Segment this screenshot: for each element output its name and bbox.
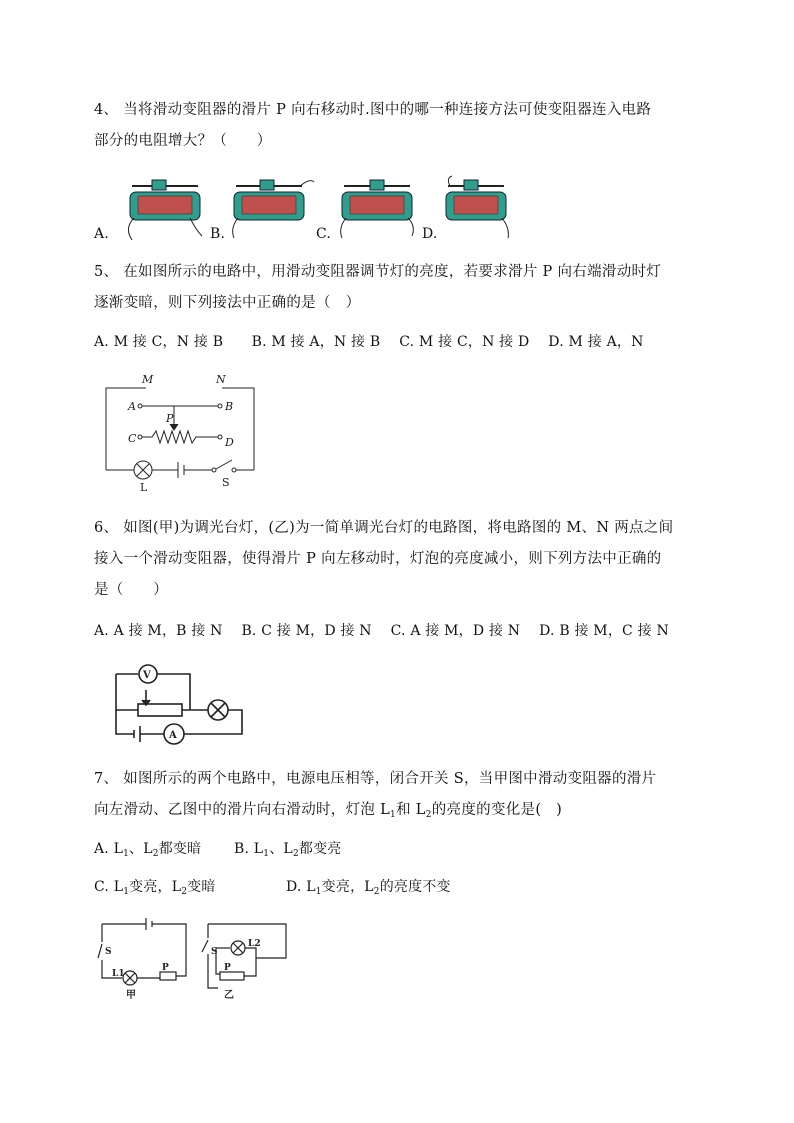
q4-text-line2: 部分的电阻增大？（ ） bbox=[94, 133, 272, 149]
q7-label-p1: P bbox=[162, 963, 169, 973]
q7-text-line2: 向左滑动、乙图中的滑片向右滑动时，灯泡 $L_1$和 $L_2$的亮度的变化是( ) bbox=[94, 802, 563, 820]
rheostat-b-icon bbox=[233, 180, 314, 238]
q6-options: A. A 接 M，B 接 N B. C 接 M，D 接 N C. A 接 M，D 接 N D. B 接 M，C 接 N bbox=[94, 623, 669, 639]
q5-fig-label-l: L bbox=[140, 481, 148, 494]
q7-option-a: A. $L_1$、$L_2$都变暗 bbox=[94, 841, 202, 859]
q5-circuit-diagram bbox=[94, 370, 264, 495]
q5-options: A. M 接 C，N 接 B B. M 接 A，N 接 B C. M 接 C，N 接 D D. M 接 A，N bbox=[94, 334, 644, 350]
q7-label-l2: L2 bbox=[248, 939, 261, 949]
q6-text-line1: 6、 如图(甲)为调光台灯，(乙)为一简单调光台灯的电路图，将电路图的 M、N 两点之间 bbox=[94, 520, 674, 536]
q6-circuit-diagram bbox=[110, 660, 250, 748]
q5-text-line1: 5、 在如图所示的电路中，用滑动变阻器调节灯的亮度，若要求滑片 P 向右端滑动时灯 bbox=[94, 264, 662, 280]
q5-fig-label-d: D bbox=[225, 436, 234, 449]
q5-fig-label-a: A bbox=[128, 400, 136, 413]
q7-option-b: B. $L_1$、$L_2$都变亮 bbox=[234, 841, 342, 859]
q7-label-l1: L1 bbox=[112, 969, 125, 979]
q7-label-p2: P bbox=[224, 963, 231, 973]
q5-fig-label-b: B bbox=[225, 400, 234, 413]
q7-option-d: D. $L_1$变亮，$L_2$的亮度不变 bbox=[286, 879, 451, 897]
rheostat-drawings bbox=[94, 170, 514, 245]
q7-label-s1: S bbox=[105, 947, 112, 957]
q5-fig-label-s: S bbox=[222, 476, 230, 489]
q6-fig-label-a: A bbox=[169, 730, 177, 741]
q7-text-line1: 7、 如图所示的两个电路中，电源电压相等，闭合开关 S，当甲图中滑动变阻器的滑片 bbox=[94, 771, 657, 787]
q7-label-jia: 甲 bbox=[126, 990, 136, 1001]
q5-text-line2: 逐渐变暗，则下列接法中正确的是（ ） bbox=[94, 295, 361, 311]
rheostat-d-icon bbox=[446, 176, 508, 238]
q4-figure-rheostats bbox=[94, 170, 514, 245]
q5-fig-label-m: M bbox=[142, 373, 154, 386]
q5-fig-label-c: C bbox=[128, 432, 137, 445]
q6-text-line3: 是（ ） bbox=[94, 582, 168, 598]
q5-fig-label-n: N bbox=[216, 373, 226, 386]
rheostat-c-icon bbox=[341, 180, 414, 238]
rheostat-a-icon bbox=[128, 180, 202, 240]
q7-option-c: C. $L_1$变亮，$L_2$变暗 bbox=[94, 879, 216, 897]
q6-text-line2: 接入一个滑动变阻器，使得滑片 P 向左移动时，灯泡的亮度减小，则下列方法中正确的 bbox=[94, 551, 662, 567]
q4-label-b: B. bbox=[210, 226, 226, 242]
q7-circuit-diagrams bbox=[96, 914, 292, 1004]
q4-label-d: D. bbox=[422, 226, 438, 242]
q7-label-s2: S bbox=[211, 947, 218, 957]
q7-label-yi: 乙 bbox=[224, 990, 234, 1001]
q4-text-line1: 4、 当将滑动变阻器的滑片 P 向右移动时.图中的哪一种连接方法可使变阻器连入电路 bbox=[94, 102, 652, 118]
q6-fig-label-v: V bbox=[143, 670, 151, 681]
q4-label-a: A. bbox=[94, 226, 109, 242]
q4-label-c: C. bbox=[316, 226, 332, 242]
q5-fig-label-p: P bbox=[166, 412, 174, 425]
